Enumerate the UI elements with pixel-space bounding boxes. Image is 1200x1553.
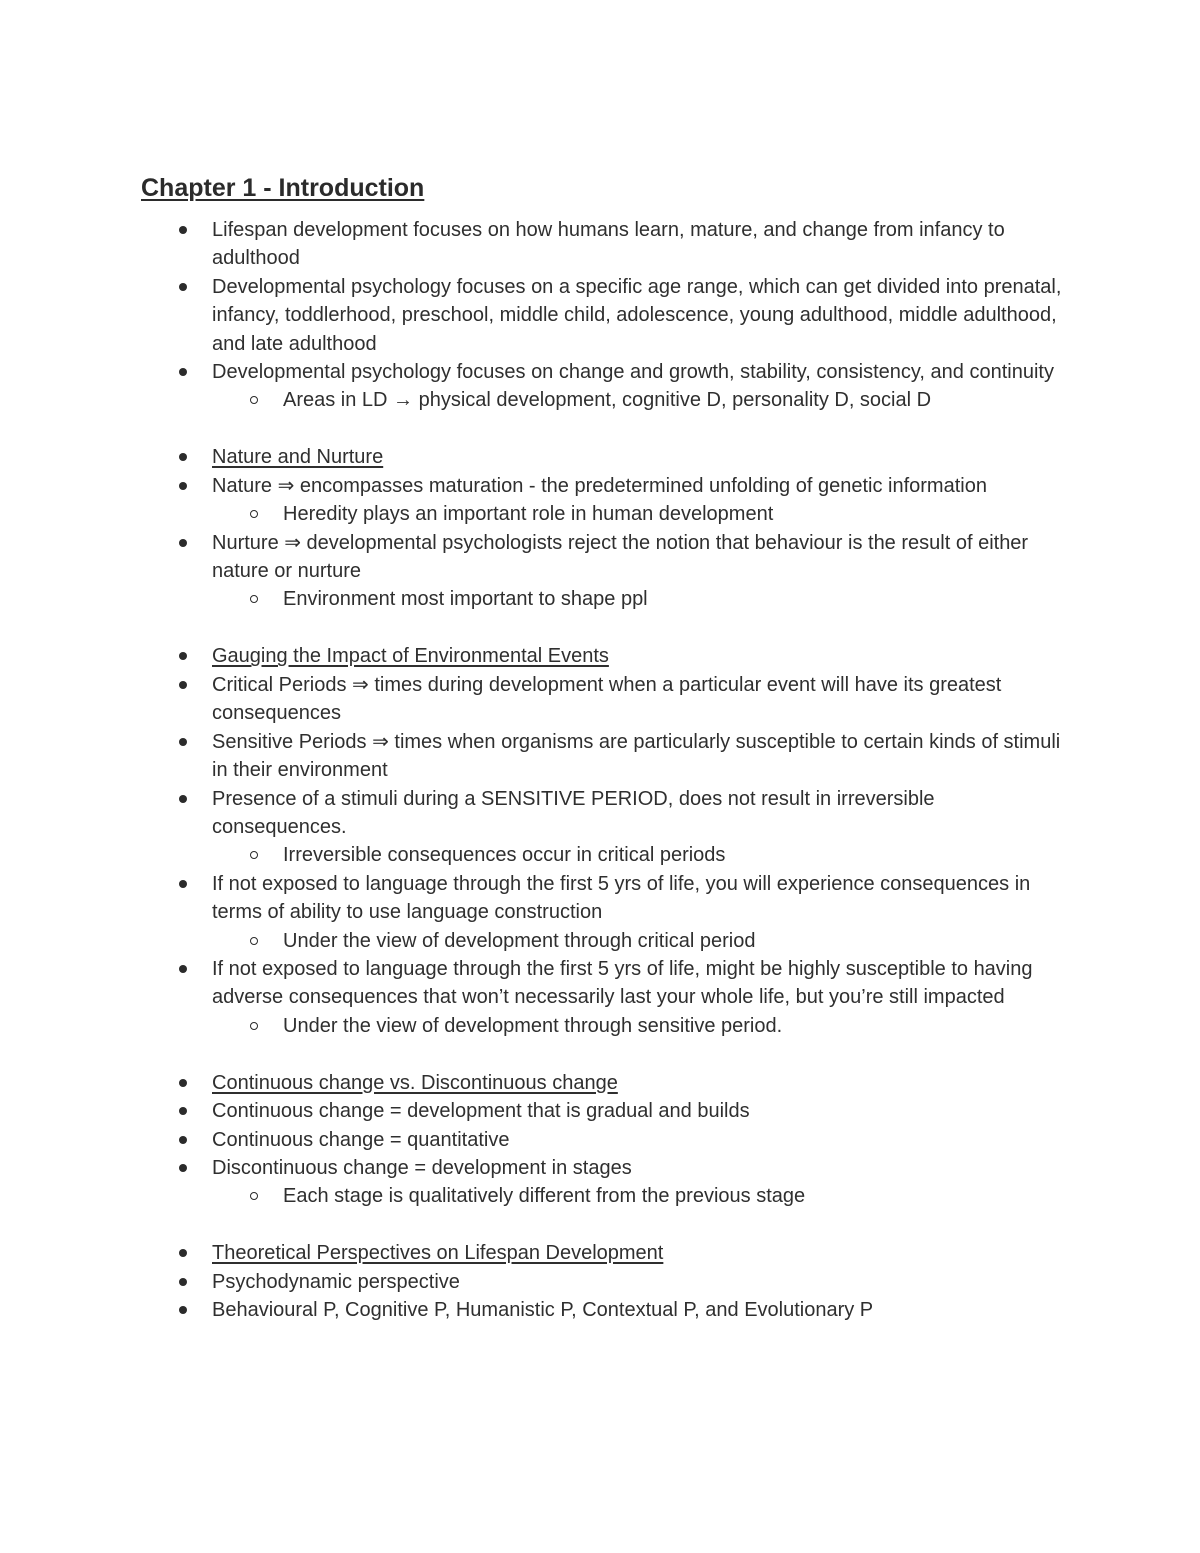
list-item-text: If not exposed to language through the first 5 yrs of life, you will experience consequences in terms of ability to use language construction — [212, 872, 1031, 924]
circle-bullet-icon — [250, 510, 258, 518]
section-spacer — [0, 415, 1200, 444]
disc-bullet-icon — [179, 226, 187, 234]
circle-bullet-icon — [250, 595, 258, 603]
section-heading — [0, 1069, 1062, 1097]
list-item-text: Environment most important to shape ppl — [283, 588, 648, 611]
circle-bullet-icon — [250, 1022, 258, 1030]
sub-list-item — [0, 386, 1063, 414]
list-item — [0, 955, 1062, 1012]
list-item — [0, 1154, 1062, 1182]
list-item — [0, 728, 1062, 785]
list-item-text: Developmental psychology focuses on change and growth, stability, consistency, and continuity — [212, 361, 1054, 384]
list-item — [0, 216, 1062, 273]
list-item-text: Nurture ⇒ developmental psychologists reject the notion that behaviour is the result of either nature or nurture — [212, 531, 1029, 583]
sub-list-item — [0, 841, 1063, 869]
list-item-text: Psychodynamic perspective — [212, 1270, 460, 1293]
list-item-text: If not exposed to language through the first 5 yrs of life, might be highly susceptible to having adverse consequences that won’t necessarily last your whole life, but you’re still impacted — [212, 957, 1033, 1009]
list-item-text: Behavioural P, Cognitive P, Humanistic P, Contextual P, and Evolutionary P — [212, 1299, 874, 1322]
section-heading-text: Theoretical Perspectives on Lifespan Development — [212, 1242, 664, 1265]
list-item-text: Under the view of development through sensitive period. — [283, 1014, 783, 1037]
list-item-text: Continuous change = development that is gradual and builds — [212, 1100, 750, 1123]
section-heading-text: Gauging the Impact of Environmental Events — [212, 645, 609, 668]
disc-bullet-icon — [179, 1136, 187, 1144]
section-heading — [0, 443, 1062, 471]
list-item-text: Critical Periods ⇒ times during development when a particular event will have its greatest consequences — [212, 673, 1002, 725]
list-item — [0, 1097, 1062, 1125]
section-spacer — [0, 1211, 1200, 1240]
list-item — [0, 1126, 1062, 1154]
list-item-text: Under the view of development through critical period — [283, 929, 756, 952]
list-item-text: Nature ⇒ encompasses maturation - the predetermined unfolding of genetic information — [212, 474, 987, 497]
list-item — [0, 529, 1062, 586]
list-item — [0, 1268, 1062, 1296]
circle-bullet-icon — [250, 851, 258, 859]
disc-bullet-icon — [179, 795, 187, 803]
list-item-text: Sensitive Periods ⇒ times when organisms are particularly susceptible to certain kinds of stimuli in their environment — [212, 730, 1061, 782]
list-item — [0, 358, 1062, 386]
list-item — [0, 1296, 1062, 1324]
circle-bullet-icon — [250, 1192, 258, 1200]
disc-bullet-icon — [179, 1249, 187, 1257]
disc-bullet-icon — [179, 453, 187, 461]
list-item — [0, 273, 1062, 358]
section-heading-text: Continuous change vs. Discontinuous change — [212, 1071, 618, 1094]
section-heading — [0, 1239, 1062, 1267]
circle-bullet-icon — [250, 396, 258, 404]
disc-bullet-icon — [179, 681, 187, 689]
sub-list-item — [0, 500, 1063, 528]
list-item-text: Irreversible consequences occur in critical periods — [283, 844, 726, 867]
circle-bullet-icon — [250, 937, 258, 945]
section-heading-text: Nature and Nurture — [212, 446, 384, 469]
list-item — [0, 870, 1062, 927]
sub-list-item — [0, 1182, 1063, 1210]
sub-list-item — [0, 1012, 1063, 1040]
disc-bullet-icon — [179, 1306, 187, 1314]
disc-bullet-icon — [179, 1278, 187, 1286]
list-item-text: Areas in LD → physical development, cognitive D, personality D, social D — [283, 389, 932, 412]
disc-bullet-icon — [179, 1107, 187, 1115]
sub-list-item — [0, 585, 1063, 613]
section-spacer — [0, 614, 1200, 643]
list-item-text: Lifespan development focuses on how humans learn, mature, and change from infancy to adulthood — [212, 219, 1005, 270]
list-item-text: Continuous change = quantitative — [212, 1128, 510, 1151]
list-item-text: Discontinuous change = development in stages — [212, 1156, 632, 1179]
list-item — [0, 671, 1062, 728]
list-item-text: Presence of a stimuli during a SENSITIVE PERIOD, does not result in irreversible consequences. — [212, 787, 935, 838]
section-heading — [0, 642, 1062, 670]
section-spacer — [0, 1040, 1200, 1069]
list-item — [0, 785, 1062, 842]
disc-bullet-icon — [179, 738, 187, 746]
chapter-title: Chapter 1 - Introduction — [141, 174, 425, 202]
disc-bullet-icon — [179, 539, 187, 547]
notes-list — [0, 216, 1200, 1325]
sub-list-item — [0, 927, 1063, 955]
disc-bullet-icon — [179, 368, 187, 376]
disc-bullet-icon — [179, 283, 187, 291]
disc-bullet-icon — [179, 1079, 187, 1087]
list-item — [0, 472, 1062, 500]
disc-bullet-icon — [179, 880, 187, 888]
list-item-text: Developmental psychology focuses on a specific age range, which can get divided into prenatal, infancy, toddlerhood, preschool, middle child, adolescence, young adulthood, middle adulthood, and late adulthood — [212, 275, 1062, 355]
disc-bullet-icon — [179, 965, 187, 973]
disc-bullet-icon — [179, 1164, 187, 1172]
disc-bullet-icon — [179, 482, 187, 490]
disc-bullet-icon — [179, 652, 187, 660]
list-item-text: Heredity plays an important role in human development — [283, 503, 774, 526]
list-item-text: Each stage is qualitatively different from the previous stage — [283, 1185, 806, 1208]
